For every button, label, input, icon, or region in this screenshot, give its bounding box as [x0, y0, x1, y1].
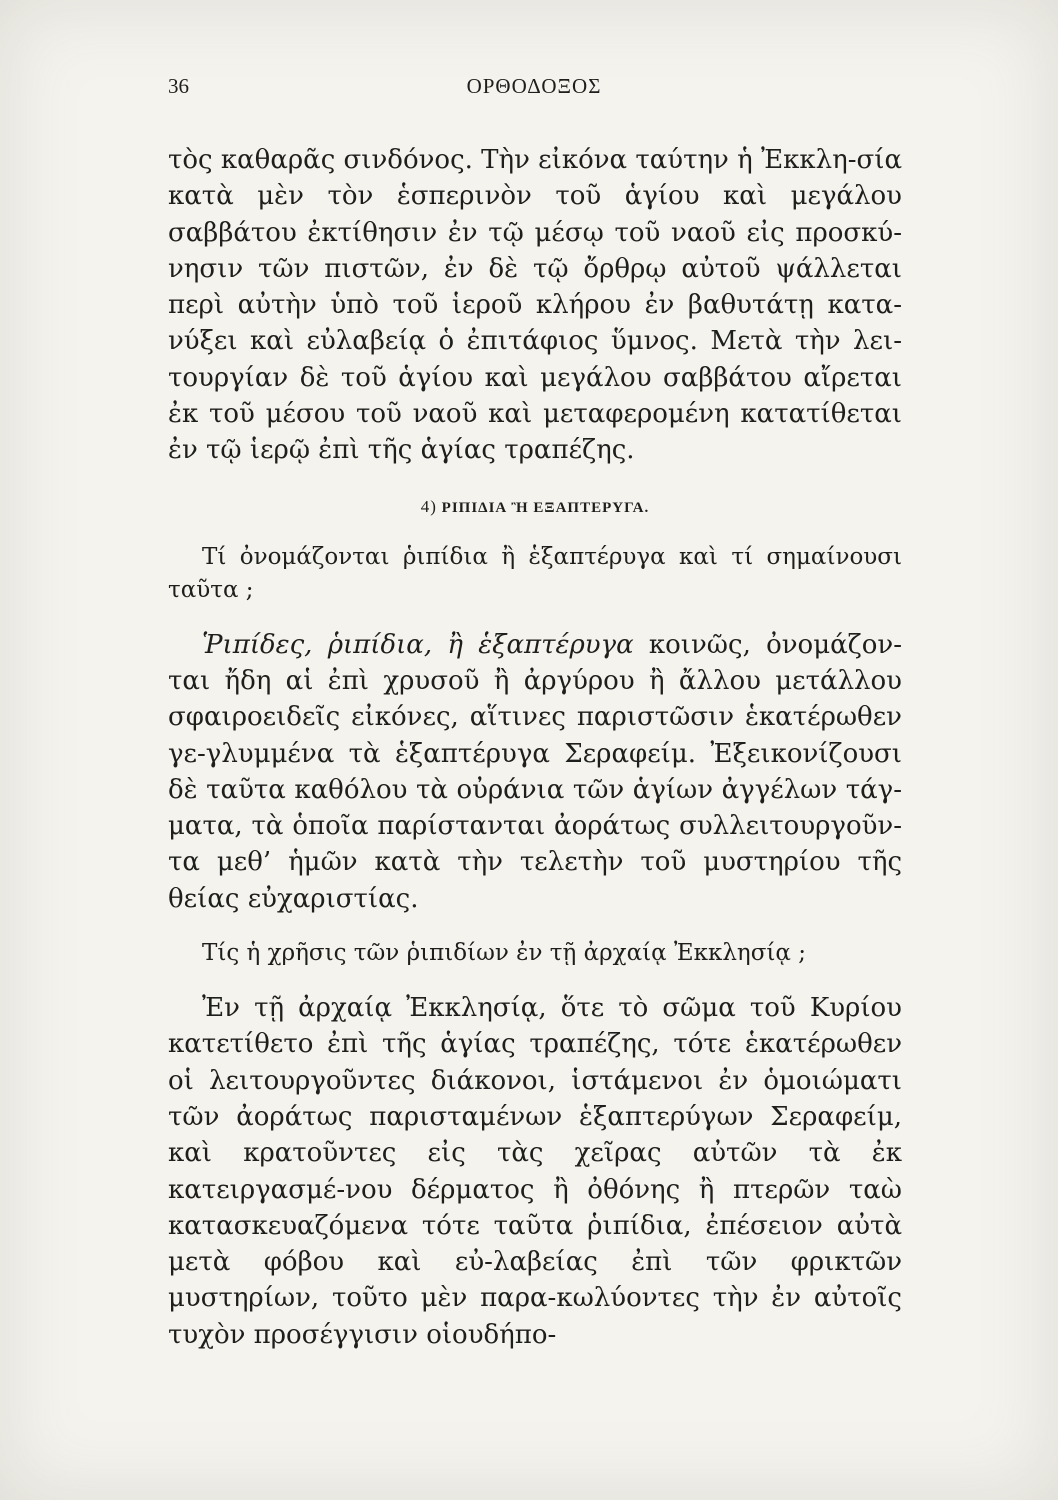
answer-1 — [168, 627, 902, 917]
running-title: ΟΡΘΟΔΟΞΟΣ — [466, 74, 602, 98]
answer-2: Ἐν τῇ ἀρχαίᾳ Ἐκκλησίᾳ, ὅτε τὸ σῶμα τοῦ Κυρίου κατετίθετο ἐπὶ τῆς ἁγίας τραπέζης, τότε ἑκατέρωθεν οἱ λειτουργοῦντες διάκονοι, ἱστάμενοι ἐν ὁμοιώματι τῶν ἀοράτως παρισταμένων ἑξαπτερύγων Σεραφείμ, καὶ κρατοῦντες εἰς τὰς χεῖρας αὐτῶν τὰ ἐκ κατειργασμέ-νου δέρματος ἢ ὀθόνης ἢ πτερῶν ταὼ κατασκευαζόμενα τότε ταῦτα ῥιπίδια, ἐπέσειον αὐτὰ μετὰ φόβου καὶ εὐ-λαβείας ἐπὶ τῶν φρικτῶν μυστηρίων, τοῦτο μὲν παρα-κωλύοντες τὴν ἐν αὐτοῖς τυχὸν προσέγγισιν οἱουδήπο- — [168, 993, 902, 1350]
page-number: 36 — [168, 74, 189, 98]
section-number: 4) — [420, 496, 437, 516]
paragraph-epitaphios: τὸς καθαρᾶς σινδόνος. Τὴν εἰκόνα ταύτην ἡ Ἐκκλη-σία κατὰ μὲν τὸν ἑσπερινὸν τοῦ ἁγίου καὶ μεγάλου σαββάτου ἐκτίθησιν ἐν τῷ μέσῳ τοῦ ναοῦ εἰς προσκύ-νησιν τῶν πιστῶν, ἐν δὲ τῷ ὄρθρῳ αὐτοῦ ψάλλεται περὶ αὐτὴν ὑπὸ τοῦ ἱεροῦ κλήρου ἐν βαθυτάτῃ κατα-νύξει καὶ εὐλαβείᾳ ὁ ἐπιτάφιος ὕμνος. Μετὰ τὴν λει-τουργίαν δὲ τοῦ ἁγίου καὶ μεγάλου σαββάτου αἴρεται ἐκ τοῦ μέσου τοῦ ναοῦ καὶ μεταφερομένη κατατίθεται ἐν τῷ ἱερῷ ἐπὶ τῆς ἁγίας τραπέζης. — [168, 145, 902, 466]
page-body — [168, 142, 902, 1353]
section-title: ΡΙΠΙΔΙΑ Ἢ ΕΞΑΠΤΕΡΥΓΑ. — [441, 499, 650, 516]
answer-1-text: κοινῶς, ὀνομάζον-ται ἤδη αἱ ἐπὶ χρυσοῦ ἢ ἀργύρου ἢ ἄλλου μετάλλου σφαιροειδεῖς εἰκόνες, αἵτινες παριστῶσιν ἑκατέρωθεν γε-γλυμμένα τὰ ἑξαπτέρυγα Σεραφείμ. Ἐξεικονίζουσι δὲ ταῦτα καθόλου τὰ οὐράνια τῶν ἁγίων ἀγγέλων τάγ-ματα, τὰ ὁποῖα παρίστανται ἀοράτως συλλειτουργοῦν-τα μεθ’ ἡμῶν κατὰ τὴν τελετὴν τοῦ μυστηρίου τῆς θείας εὐχαριστίας. — [168, 629, 902, 914]
question-2: Τίς ἡ χρῆσις τῶν ῥιπιδίων ἐν τῇ ἀρχαίᾳ Ἐκκλησίᾳ ; — [202, 940, 807, 967]
question-1: Τί ὀνομάζονται ῥιπίδια ἢ ἑξαπτέρυγα καὶ τί σημαίνουσι ταῦτα ; — [168, 543, 902, 603]
running-head — [168, 74, 900, 104]
section-heading — [168, 497, 902, 517]
answer-1-terms: Ῥιπίδες, ῥιπίδια, ἢ ἑξαπτέρυγα — [202, 629, 634, 660]
